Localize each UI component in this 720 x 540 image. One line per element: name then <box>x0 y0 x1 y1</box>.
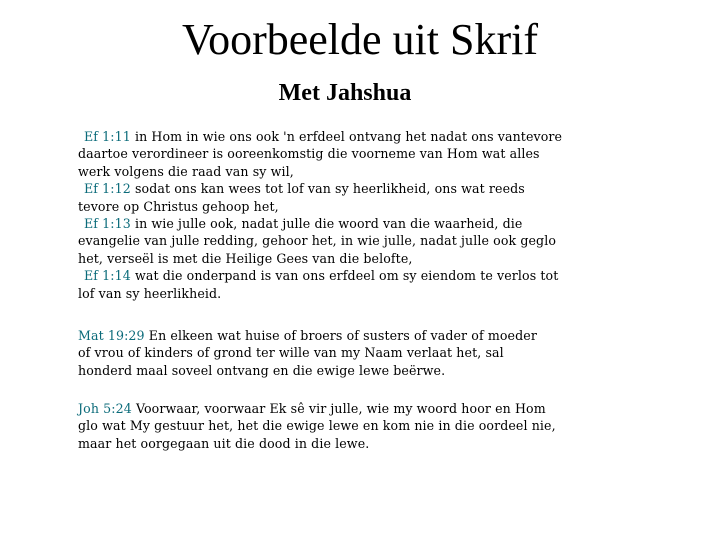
verse-text: het, verseël is met die Heilige Gees van die belofte, <box>78 250 413 266</box>
verse-text: werk volgens die raad van sy wil, <box>78 163 294 179</box>
verse-reference: Ef 1:14 <box>84 268 131 284</box>
verse-text: En elkeen wat huise of broers of susters of vader of moeder <box>148 328 537 343</box>
passage-efesiers <box>78 128 658 302</box>
verse-text: maar het oorgegaan uit die dood in die lewe. <box>78 435 370 451</box>
verse-line <box>78 145 658 162</box>
verse-text: daartoe verordineer is ooreenkomstig die voorneme van Hom wat alles <box>78 146 540 162</box>
verse-reference: Ef 1:13 <box>84 216 131 232</box>
verse-line <box>78 163 658 180</box>
verse-text: in Hom in wie ons ook 'n erfdeel ontvang het nadat ons vantevore <box>134 129 563 144</box>
verse-line <box>78 198 658 215</box>
verse-text: lof van sy heerlikheid. <box>78 285 222 301</box>
verse-reference: Joh 5:24 <box>78 401 132 416</box>
verse-line <box>78 400 658 417</box>
verse-line <box>78 285 658 302</box>
verse-line <box>78 250 658 267</box>
verse-line <box>78 417 658 434</box>
verse-line <box>78 267 658 284</box>
verse-reference: Ef 1:11 <box>84 129 131 144</box>
passage-johannes <box>78 400 658 452</box>
verse-line <box>78 180 658 197</box>
passage-matteus <box>78 327 658 379</box>
verse-text: glo wat My gestuur het, het die ewige lewe en kom nie in die oordeel nie, <box>78 418 556 434</box>
verse-line <box>78 344 658 361</box>
verse-text: in wie julle ook, nadat julle die woord van die waarheid, die <box>134 216 523 232</box>
verse-text: evangelie van julle redding, gehoor het, in wie julle, nadat julle ook geglo <box>78 233 557 249</box>
verse-text: sodat ons kan wees tot lof van sy heerlikheid, ons wat reeds <box>134 181 525 197</box>
page-title: Voorbeelde uit Skrif <box>181 15 539 64</box>
verse-text: of vrou of kinders of grond ter wille van my Naam verlaat het, sal <box>78 345 504 361</box>
verse-line <box>78 232 658 249</box>
verse-line <box>78 362 658 379</box>
verse-line <box>78 327 658 344</box>
verse-reference: Mat 19:29 <box>78 328 145 343</box>
verse-line <box>78 215 658 232</box>
verse-text: Voorwaar, voorwaar Ek sê vir julle, wie my woord hoor en Hom <box>135 401 546 416</box>
verse-line <box>78 435 658 452</box>
page-subtitle: Met Jahshua <box>278 80 412 106</box>
verse-text: honderd maal soveel ontvang en die ewige lewe beërwe. <box>78 362 446 378</box>
verse-text: wat die onderpand is van ons erfdeel om sy eiendom te verlos tot <box>134 268 559 284</box>
verse-text: tevore op Christus gehoop het, <box>78 198 279 214</box>
verse-reference: Ef 1:12 <box>84 181 131 197</box>
verse-line <box>78 128 658 145</box>
